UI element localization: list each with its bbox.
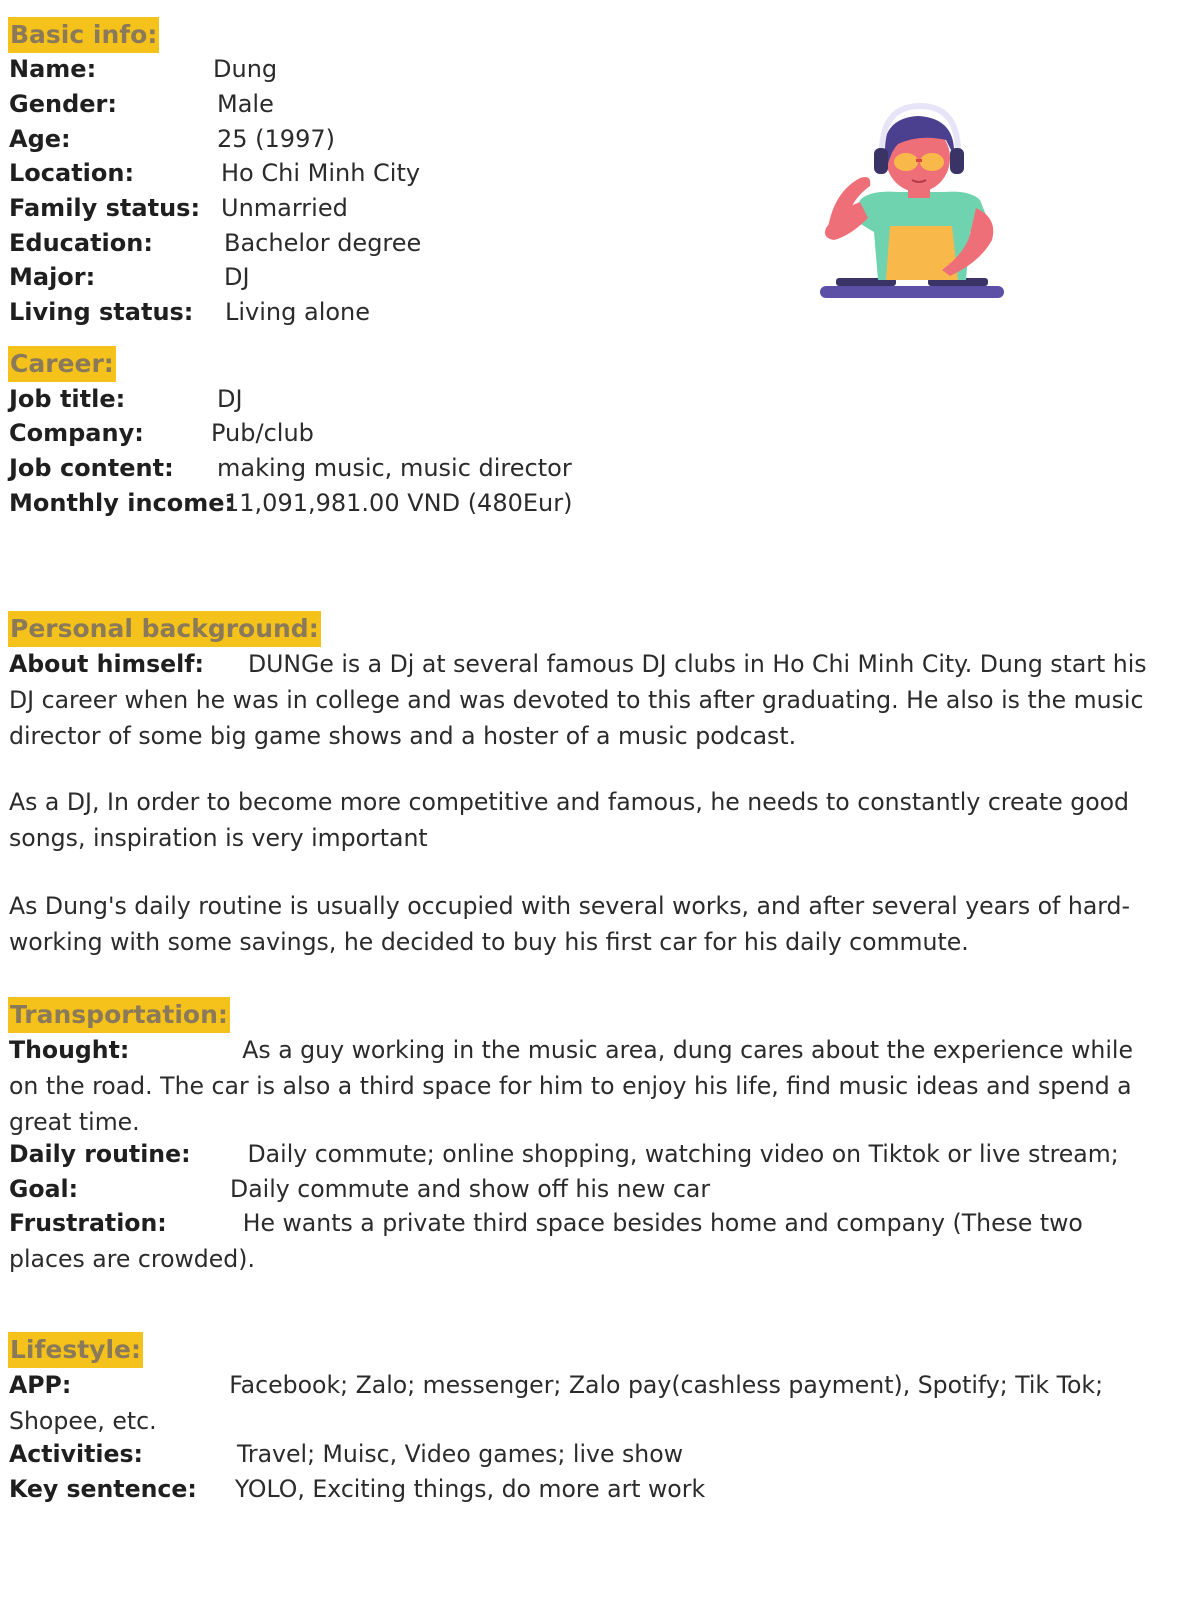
major-label: Major:: [9, 263, 96, 291]
frustration-text: He wants a private third space besides home and company (These two places are crowded).: [9, 1209, 1083, 1273]
turntable-deck: [820, 286, 1004, 298]
about-label: About himself:: [9, 650, 204, 678]
dj-with-headphones-illustration: [820, 100, 1020, 305]
lifestyle-heading: Lifestyle:: [8, 1332, 143, 1368]
sunglasses-bridge: [916, 159, 922, 162]
living-status-label: Living status:: [9, 298, 194, 326]
career-heading: Career:: [8, 346, 116, 382]
job-title-label: Job title:: [9, 385, 126, 413]
activities-label: Activities:: [9, 1440, 143, 1468]
car-purchase-paragraph: As Dung's daily routine is usually occupied with several works, and after several years of hard-working with some savings, he decided to buy his first car for his daily commute.: [9, 892, 1131, 956]
job-title-row: [8, 381, 1158, 417]
personal-background-heading: Personal background:: [8, 611, 321, 647]
living-status-value: Living alone: [225, 298, 371, 326]
company-row: [8, 415, 1158, 451]
gender-label: Gender:: [9, 90, 117, 118]
education-label: Education:: [9, 229, 153, 257]
name-label: Name:: [9, 55, 97, 83]
daily-routine-text: Daily commute; online shopping, watching video on Tiktok or live stream;: [247, 1140, 1119, 1168]
thought-label: Thought:: [9, 1036, 130, 1064]
daily-routine-paragraph: [9, 1136, 1159, 1172]
sunglasses-right-lens: [920, 153, 944, 171]
gender-value: Male: [217, 90, 274, 118]
location-label: Location:: [9, 159, 135, 187]
family-status-value: Unmarried: [221, 194, 348, 222]
about-paragraph: [9, 646, 1159, 754]
activities-paragraph: [9, 1436, 1159, 1472]
frustration-label: Frustration:: [9, 1209, 167, 1237]
key-sentence-text: YOLO, Exciting things, do more art work: [234, 1475, 706, 1503]
company-value: Pub/club: [211, 419, 314, 447]
family-status-label: Family status:: [9, 194, 201, 222]
name-row: [8, 51, 1158, 87]
key-sentence-label: Key sentence:: [9, 1475, 197, 1503]
app-paragraph: [9, 1367, 1159, 1439]
key-sentence-paragraph: [9, 1471, 1159, 1507]
goal-paragraph: [9, 1171, 1159, 1207]
monthly-income-label: Monthly income:: [9, 489, 235, 517]
headphone-left-cup: [874, 148, 888, 174]
frustration-paragraph: [9, 1205, 1159, 1277]
monthly-income-row: [8, 485, 1158, 521]
thought-text: As a guy working in the music area, dung cares about the experience while on the road. The car is also a third space for him to enjoy his life, find music ideas and spend a great time.: [9, 1036, 1133, 1136]
sunglasses-left-lens: [894, 153, 918, 171]
about-text: DUNGe is a Dj at several famous DJ clubs in Ho Chi Minh City. Dung start his DJ career when he was in college and was devoted to this after graduating. He also is the music director of some big game shows and a hoster of a music podcast.: [9, 650, 1147, 750]
job-content-row: [8, 450, 1158, 486]
thought-paragraph: [9, 1032, 1159, 1140]
monthly-income-value: 11,091,981.00 VND (480Eur): [224, 489, 573, 517]
app-text: Facebook; Zalo; messenger; Zalo pay(cashless payment), Spotify; Tik Tok; Shopee, etc.: [9, 1371, 1104, 1435]
job-content-value: making music, music director: [217, 454, 572, 482]
goal-text: Daily commute and show off his new car: [230, 1175, 711, 1203]
activities-text: Travel; Muisc, Video games; live show: [236, 1440, 683, 1468]
basic-info-heading: Basic info:: [8, 17, 159, 53]
goal-label: Goal:: [9, 1175, 79, 1203]
daily-routine-label: Daily routine:: [9, 1140, 191, 1168]
age-label: Age:: [9, 125, 71, 153]
company-label: Company:: [9, 419, 144, 447]
competitiveness-paragraph: As a DJ, In order to become more competitive and famous, he needs to constantly create good songs, inspiration is very important: [9, 788, 1130, 852]
job-title-value: DJ: [217, 385, 243, 413]
age-value: 25 (1997): [217, 125, 335, 153]
education-value: Bachelor degree: [224, 229, 422, 257]
major-value: DJ: [224, 263, 250, 291]
name-value: Dung: [213, 55, 278, 83]
job-content-label: Job content:: [9, 454, 174, 482]
transportation-heading: Transportation:: [8, 997, 230, 1033]
location-value: Ho Chi Minh City: [221, 159, 421, 187]
app-label: APP:: [9, 1371, 72, 1399]
headphone-right-cup: [950, 148, 964, 174]
